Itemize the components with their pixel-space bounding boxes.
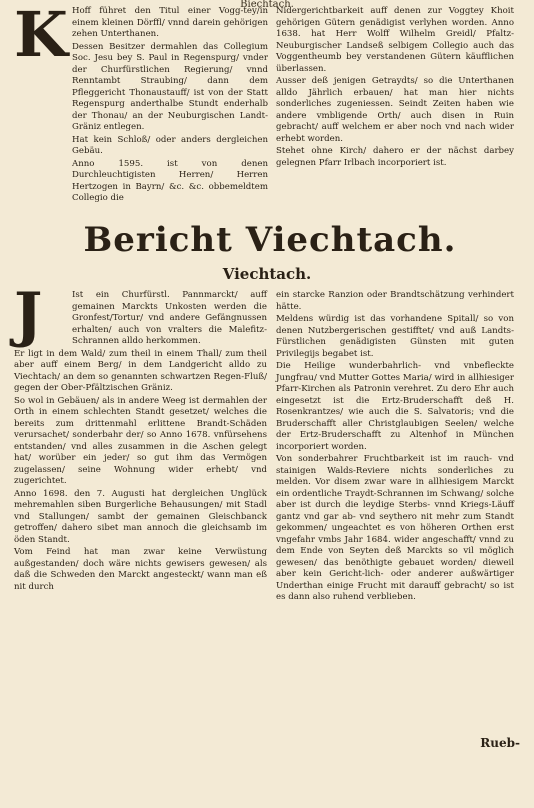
paragraph: Er ligt in dem Wald/ zum theil in einem Thall/ zum theil aber auff einem Berg/ in dem Landgericht alldo zu Viechtach/ an dem so genannten schwartzen Regen-Fluß/ gegen der Ober-Pfältzischen Gräniz. [14,348,267,393]
paragraph: Von sonderbahrer Fruchtbarkeit ist im rauch- vnd stainigen Walds-Reviere nichts sonderliches zu melden. Vor disem zwar ware in allhiesigem Marckt ein ordentliche Traydt-Schrannen im Schwang/ solche aber ist durch die leydige Sterbs- vnnd Kriegs-Läuff gantz vnd gar ab- vnd seythero nit mehr zum Standt gekommen/ ungeachtet es von höheren Orthen erst vngefahr vmbs Jahr 1684. wider angeschafft/ vnnd zu dem Ende von Seyten deß Marckts so vil möglich gewesen/ das benöthigte gebauet worden/ dieweil aber kein Gericht-lich- oder anderer außwärtiger Underthan einige Frucht mit darauff gebracht/ so ist es dann also ruhend verblieben. [276,454,514,602]
section-title: Bericht Viechtach. [83,220,457,260]
paragraph: Dessen Besitzer dermahlen das Collegium Soc. Jesu bey S. Paul in Regenspurg/ vnder der Churfürstlichen Regierung/ vnnd Renntambt Straubing/ dann dem Pfleggericht Thonaustauff/ ist von der Statt Regenspurg anderthalbe Stundt enderhalb der Thonau/ an der Neuburgischen Landt-Gräniz entlegen. [72,41,268,132]
paragraph: Anno 1595. ist von denen Durchleuchtigisten Herren/ Herren Hertzogen in Bayrn/ &c. &c. obbemeldtem Collegio die [72,158,268,203]
top-left-column [72,6,268,206]
paragraph: Ist ein Churfürstl. Pannmarckt/ auff gemainen Marckts Unkosten werden die Gronfest/Tortur/ vnd andere Gefängnussen erhalten/ auch von vralters die Malefitz-Schrannen alldo herkommen. [72,290,267,346]
paragraph: Nidergerichtbarkeit auff denen zur Voggtey Khoit gehörigen Gütern genädigist verlyhen worden. Anno 1638. hat Herr Wolff Wilhelm Greidl/ Pfaltz-Neuburgischer Landseß selbigem Collegio auch das Voggentheumb bey verstandenen Gütern käufflichen überlassen. [276,6,514,74]
bottom-right-column [276,290,514,605]
paragraph: Anno 1698. den 7. Augusti hat dergleichen Unglück mehremahlen siben Burgerliche Behausungen/ mit Stadl vnd Stallungen/ sambt der gemainen Gleischbanck getroffen/ dahero sibet man annoch die gleichsamb im öden Standt. [14,488,267,545]
bottom-left-column [14,290,267,594]
paragraph: ein starcke Ranzion oder Brandtschätzung verhindert hätte. [276,290,514,312]
paragraph: Hoff führet den Titul einer Vogg-tey/in einem kleinen Dörffl/ vnnd darein gehörigen zehen Unterthanen. [72,6,268,39]
running-head: Biechtach. [240,0,294,8]
section-subtitle: Viechtach. [222,265,312,283]
paragraph: Ausser deß jenigen Getraydts/ so die Unterthanen alldo Jährlich erbauen/ hat man hier nichts sonderliches zugeniessen. Seindt Zeiten haben wie andere vmbligende Orth/ auch disen in Ruin gebracht/ auff welchem er aber noch vnd nach wider erhebt worden. [276,76,514,144]
paragraph: Stehet ohne Kirch/ dahero er der nächst darbey gelegnen Pfarr Irlbach incorporiert ist. [276,146,514,168]
drop-cap-k: K [14,0,68,71]
paragraph: Meldens würdig ist das vorhandene Spitall/ so von denen Nutzbergerischen gestifftet/ vnd auß Landts-Fürstlichen genädigisten Günsten mit guten Privilegijs begabet ist. [276,314,514,359]
catchword: Rueb- [480,736,520,750]
top-right-column [276,6,514,170]
paragraph: Hat kein Schloß/ oder anders dergleichen Gebäu. [72,134,268,156]
paragraph: Vom Feind hat man zwar keine Verwüstung außgestanden/ doch wäre nichts gewisers gewesen/ als daß die Schweden den Marckt angesteckt/ wann man eß nit durch [14,547,267,592]
drop-cap-i: J [14,280,43,350]
paragraph: Die Heilige wunderbahrlich- vnd vnbefleckte Jungfrau/ vnd Mutter Gottes Maria/ wird in allhiesiger Pfarr-Kirchen als Patronin verehret. Zu dero Ehr auch eingesetzt ist die Ertz-Bruderschafft deß H. Rosenkrantzes/ wie auch die S. Salvatoris; vnd die Bruderschafft aller Christglaubigen Seelen/ welche der Ertz-Bruderschafft zu Altenhof in München incorporiert worden. [276,361,514,452]
paragraph: So wol in Gebäuen/ als in andere Weeg ist dermahlen der Orth in einem schlechten Standt gesetzet/ welches die bereits zum drittenmahl erlittene Brandt-Schäden verursachet/ sonderbahr der/ so Anno 1678. vnfürsehens entstanden/ vnd alles zusammen in die Aschen gelegt hat/ worüber ein jeder/ so gut ihm das Vermögen zugelassen/ seine Wohnung wider erhebt/ vnd zugerichtet. [14,395,267,486]
